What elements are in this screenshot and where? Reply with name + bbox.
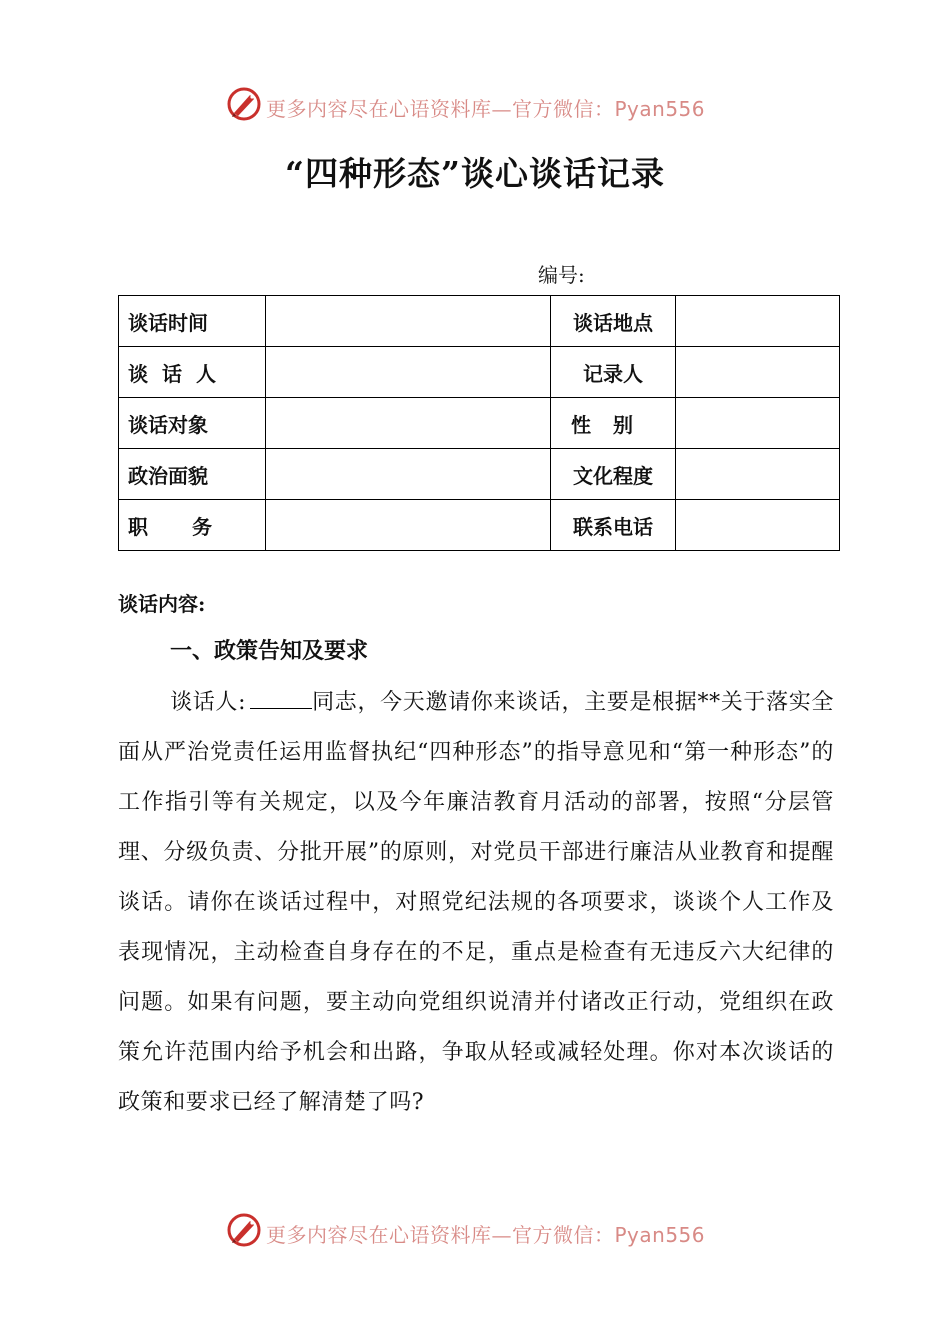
value-education-level[interactable] xyxy=(676,449,840,500)
label-interviewee: 谈话对象 xyxy=(119,398,266,449)
label-position: 职务 xyxy=(119,500,266,551)
table-row xyxy=(119,500,840,551)
table-row xyxy=(119,398,840,449)
watermark-text: 更多内容尽在心语资料库—官方微信：Pyan556 xyxy=(266,97,706,121)
label-recorder: 记录人 xyxy=(551,347,676,398)
label-phone: 联系电话 xyxy=(551,500,676,551)
label-gender: 性别 xyxy=(551,398,676,449)
document-title: “四种形态”谈心谈话记录 xyxy=(285,154,665,193)
label-interview-place: 谈话地点 xyxy=(551,296,676,347)
table-row xyxy=(119,449,840,500)
value-phone[interactable] xyxy=(676,500,840,551)
value-interviewee[interactable] xyxy=(266,398,551,449)
pen-logo-icon xyxy=(226,86,262,122)
label-interview-time: 谈话时间 xyxy=(119,296,266,347)
watermark-footer xyxy=(0,1210,950,1250)
watermark-wechat-id: Pyan556 xyxy=(614,1223,706,1247)
pen-logo-icon xyxy=(226,1212,262,1248)
value-position[interactable] xyxy=(266,500,551,551)
name-blank-line[interactable] xyxy=(250,686,312,709)
interview-info-table xyxy=(118,295,840,551)
value-gender[interactable] xyxy=(676,398,840,449)
watermark-text: 更多内容尽在心语资料库—官方微信：Pyan556 xyxy=(266,1223,706,1247)
label-education-level: 文化程度 xyxy=(551,449,676,500)
label-interviewer: 谈话人 xyxy=(119,347,266,398)
section-heading: 一、政策告知及要求 xyxy=(170,638,369,664)
value-interviewer[interactable] xyxy=(266,347,551,398)
table-row xyxy=(119,296,840,347)
value-interview-place[interactable] xyxy=(676,296,840,347)
value-recorder[interactable] xyxy=(676,347,840,398)
content-label: 谈话内容: xyxy=(118,592,206,616)
speaker-label: 谈话人: xyxy=(170,690,247,715)
value-political-status[interactable] xyxy=(266,449,551,500)
serial-number-label: 编号: xyxy=(538,263,585,287)
value-interview-time[interactable] xyxy=(266,296,551,347)
body-paragraph xyxy=(118,678,834,1128)
watermark-wechat-id: Pyan556 xyxy=(614,97,706,121)
table-row xyxy=(119,347,840,398)
watermark-header xyxy=(0,84,950,124)
paragraph-text: 同志，今天邀请你来谈话，主要是根据**关于落实全面从严治党责任运用监督执纪“四种形态”的指导意见和“第一种形态”的工作指引等有关规定，以及今年廉洁教育月活动的部署，按照“分层管理、分级负责、分批开展”的原则，对党员干部进行廉洁从业教育和提醒谈话。请你在谈话过程中，对照党纪法规的各项要求，谈谈个人工作及表现情况，主动检查自身存在的不足，重点是检查有无违反六大纪律的问题。如果有问题，要主动向党组织说清并付诸改正行动，党组织在政策允许范围内给予机会和出路，争取从轻或减轻处理。你对本次谈话的政策和要求已经了解清楚了吗? xyxy=(118,690,834,1115)
label-political-status: 政治面貌 xyxy=(119,449,266,500)
